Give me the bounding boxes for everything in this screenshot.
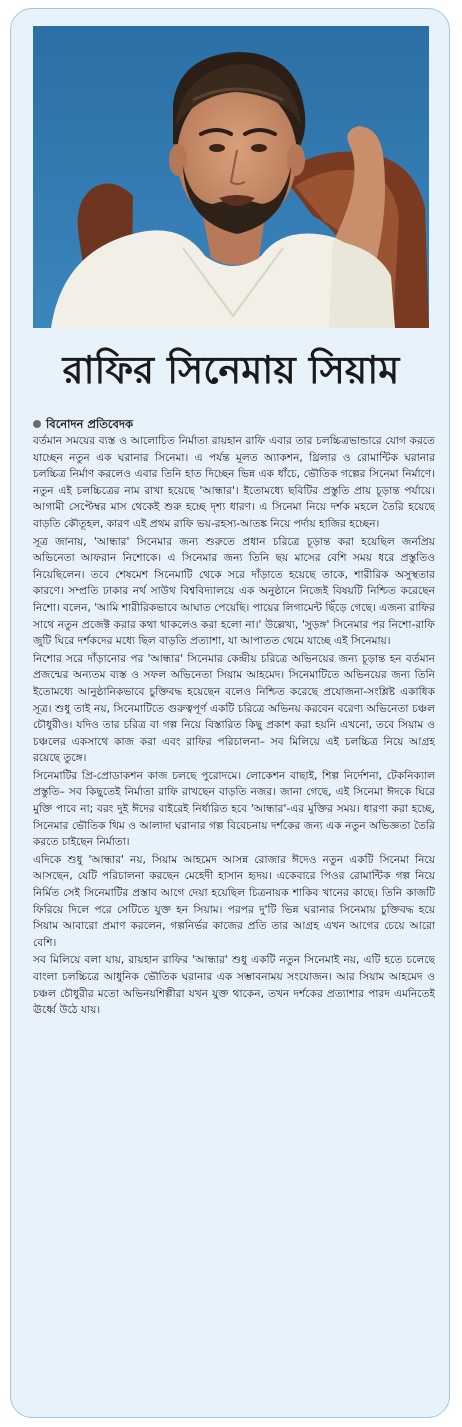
article-paragraph: সিনেমাটির প্রি-প্রোডাকশন কাজ চলছে পুরোদমে। লোকেশন বাছাই, শিল্প নির্দেশনা, টেকনিক্যাল প্রস্তুতি– সব কিছুতেই নির্মাতা রাফি রাখছেন বাড়তি নজর। জানা গেছে, এই সিনেমা ঈদকে ঘিরে মুক্তি পাবে না; বরং দুই ঈদের বাইরেই নির্ধারিত হবে 'আন্ধার'-এর মুক্তির সময়। ধারণা করা হচ্ছে, সিনেমার ভৌতিক থিম ও আলাদা ঘরানার গল্প বিবেচনায় দর্শকের জন্য এক নতুন অভিজ্ঞতা তৈরি করতে চাইছেন নির্মাতা। (33, 769, 435, 849)
article-paragraph: সব মিলিয়ে বলা যায়, রায়হান রাফির 'আন্ধার' শুধু একটি নতুন সিনেমাই নয়, এটি হতে চলেছে বাংলা চলচ্চিত্রে আধুনিক ভৌতিক ঘরানার এক সম্ভাবনাময় সংযোজন। আর সিয়াম আহমেদ ও চঞ্চল চৌধুরীর মতো অভিনয়শিল্পীরা যখন যুক্ত থাকেন, তখন দর্শকের প্রত্যাশার পারদ এমনিতেই ঊর্ধ্বে উঠে যায়। (33, 954, 435, 1017)
article-paragraph: সূত্র জানায়, 'আন্ধার' সিনেমার জন্য শুরুতে প্রধান চরিত্রে চূড়ান্ত করা হয়েছিল জনপ্রিয় অভিনেতা আফরান নিশোকে। এ সিনেমার জন্য তিনি ছয় মাসের বেশি সময় ধরে প্রস্তুতিও নিয়েছিলেন। তবে শেষমেশ সিনেমাটি থেকে সরে দাঁড়াতে হয়েছে তাকে, শারীরিক অসুস্থতার কারণে। সম্প্রতি ঢাকার নর্থ সাউথ বিশ্ববিদ্যালয়ে এক অনুষ্ঠানে নিজেই বিষয়টি নিশ্চিত করেছেন নিশো। বলেন, 'আমি শারীরিকভাবে আঘাত পেয়েছি। পায়ের লিগামেন্ট ছিঁড়ে গেছে। এজন্য রাফির সাথে নতুন প্রজেক্ট করার কথা থাকলেও করা হলো না।' উল্লেখ্য, 'সুড়ঙ্গ' সিনেমার পর নিশো-রাফি জুটি ঘিরে দর্শকদের মধ্যে ছিল বাড়তি প্রত্যাশা, যা আপাতত থেমে যাচ্ছে এই সিনেমায়। (33, 535, 435, 648)
byline (33, 415, 435, 433)
portrait-photo (33, 26, 429, 328)
article-paragraph: বর্তমান সময়ের ব্যস্ত ও আলোচিত নির্মাতা রায়হান রাফি এবার তার চলচ্চিত্রভান্ডারে যোগ করতে যাচ্ছেন নতুন এক ঘরানার সিনেমা। এ পর্যন্ত মূলত অ্যাকশন, থ্রিলার ও রোমান্টিক ঘরানার চলচ্চিত্র নির্মাণ করলেও এবার তিনি হাত দিচ্ছেন ভিন্ন এক ধাঁচে, ভৌতিক গল্পের সিনেমা নির্মাণে। নতুন এই চলচ্চিত্রের নাম রাখা হয়েছে 'আন্ধার'। ইতোমধ্যে ছবিটির প্রস্তুতি প্রায় চূড়ান্ত পর্যায়ে। আগামী সেপ্টেম্বর মাস থেকেই শুরু হচ্ছে দৃশ্য ধারণ। এ সিনেমা নিয়ে দর্শক মহলে তৈরি হয়েছে বাড়তি কৌতূহল, কারণ এই প্রথম রাফি ভয়-রহস্য-আতঙ্ক নিয়ে পর্দায় হাজির হচ্ছেন। (33, 435, 435, 530)
bullet-icon (33, 420, 41, 428)
article-paragraph: এদিকে শুধু 'আন্ধার' নয়, সিয়াম আহমেদ আসন্ন রোজার ঈদেও নতুন একটি সিনেমা নিয়ে আসছেন, যেটি পরিচালনা করছেন মেহেদী হাসান হৃদয়। একেবারে পিওর রোমান্টিক গল্প নিয়ে নির্মিত সেই সিনেমাটির প্রস্তাব আগে দেয়া হয়েছিল চিত্রনায়ক শাকিব খানের কাছে। তিনি কাজটি ফিরিয়ে দিলে পরে সেটিতে যুক্ত হন সিয়াম। পরপর দু'টি ভিন্ন ঘরানার সিনেমায় চুক্তিবদ্ধ হয়ে সিয়াম আবারো প্রমাণ করলেন, গল্পনির্ভর কাজের প্রতি তার আগ্রহ এখন আগের চেয়ে আরো বেশি। (33, 853, 435, 949)
article-body (33, 415, 435, 1405)
byline-text: বিনোদন প্রতিবেদক (46, 417, 134, 431)
news-card (10, 8, 450, 1418)
headline: রাফির সিনেমায় সিয়াম (62, 347, 400, 392)
article-paragraph: নিশোর সরে দাঁড়ানোর পর 'আন্ধার' সিনেমার কেন্দ্রীয় চরিত্রে অভিনয়ের জন্য চূড়ান্ত হন বর্তমান প্রজন্মের অন্যতম ব্যস্ত ও সফল অভিনেতা সিয়াম আহমেদ। সিনেমাটিতে অভিনয়ের জন্য তিনি ইতোমধ্যে আনুষ্ঠানিকভাবে চুক্তিবদ্ধ হয়েছেন বলেও নিশ্চিত করেছে প্রযোজনা-সংশ্লিষ্ট একাধিক সূত্র। শুধু তাই নয়, সিনেমাটিতে গুরুত্বপূর্ণ একটি চরিত্রে অভিনয় করবেন বরেণ্য অভিনেতা চঞ্চল চৌধুরীও। যদিও তার চরিত্র বা গল্প নিয়ে বিস্তারিত কিছু প্রকাশ করা হয়নি এখনো, তবে সিয়াম ও চঞ্চলের একসাথে কাজ করা এবং রাফির পরিচালনা– সব মিলিয়ে এই চলচ্চিত্র নিয়ে আগ্রহ রয়েছে তুঙ্গে। (33, 652, 435, 765)
portrait-illustration (33, 26, 429, 328)
